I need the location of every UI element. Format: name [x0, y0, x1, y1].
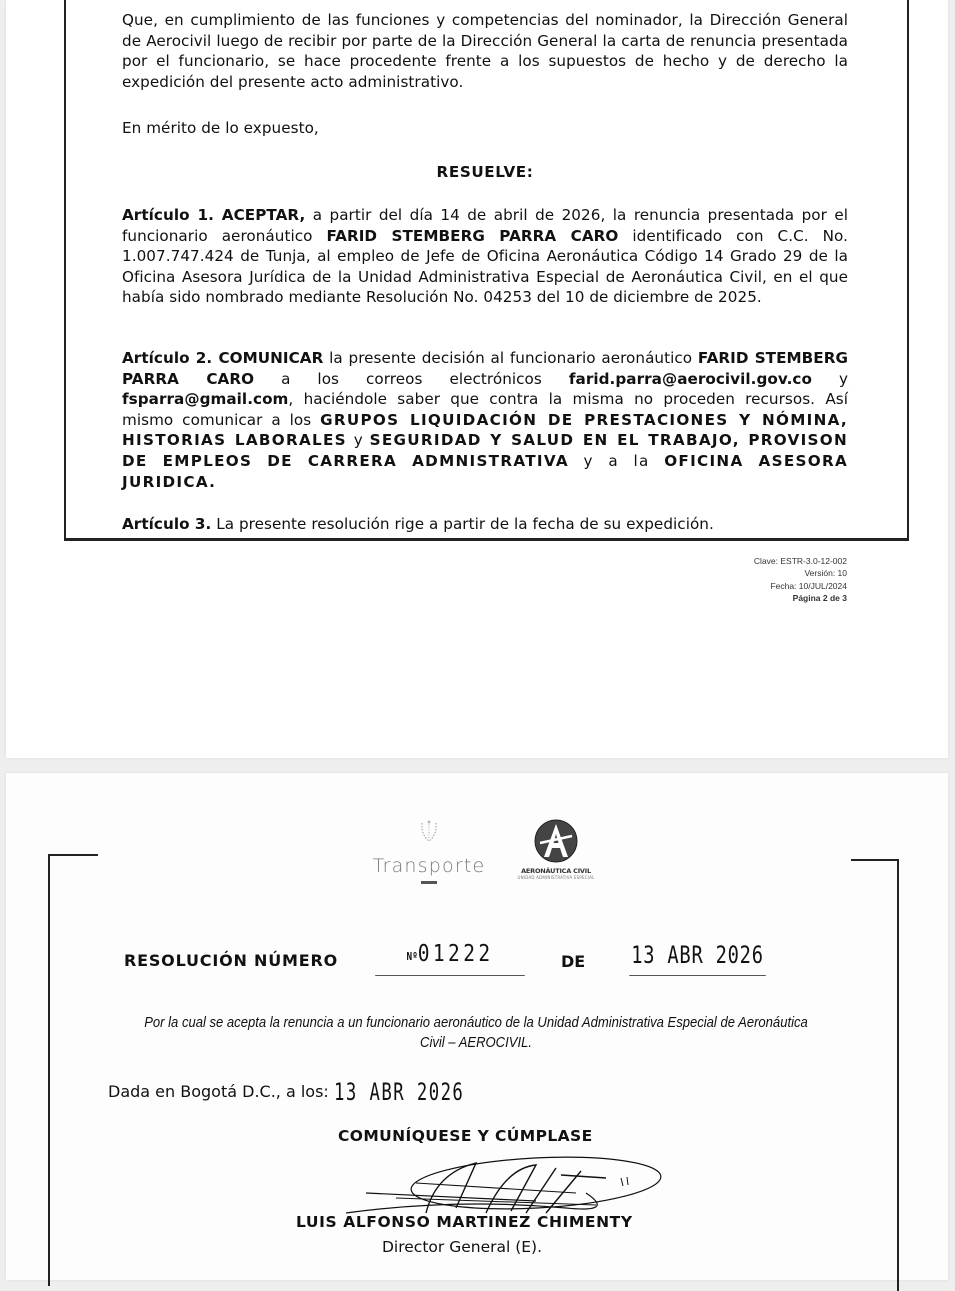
considerando-paragraph: Que, en cumplimiento de las funciones y competencias del nominador, la Dirección General de Aerocivil luego de recibir por parte de la Dirección General la carta de renuncia presentada por el funcionario, se hace procedente frente a los supuestos de hecho y de derecho la expedición del presente acto administrativo.	[122, 11, 848, 91]
articulo-2	[122, 348, 848, 492]
articulo-3	[122, 514, 848, 535]
articulo-1	[122, 205, 848, 308]
coat-of-arms-icon	[418, 819, 440, 845]
resolution-header	[124, 941, 804, 981]
articulo-2-text: y	[811, 369, 848, 388]
aerocivil-logo	[511, 819, 601, 880]
articulo-2-text: a los correos electrónicos	[254, 369, 569, 388]
resolution-number-field	[375, 941, 525, 976]
number-prefix: Nº	[406, 950, 418, 963]
aerocivil-a-emblem-icon	[534, 819, 578, 863]
articulo-1-text: a partir del día 14 de abril de 2026, la renuncia presentada por el funcionario aeronáutico	[122, 206, 848, 245]
articulo-3-heading: Artículo 3.	[122, 515, 212, 533]
issued-label: Dada en Bogotá D.C., a los:	[108, 1082, 329, 1101]
issued-date-stamp: 13 ABR 2026	[333, 1078, 465, 1106]
comuniquese-heading: COMUNÍQUESE Y CÚMPLASE	[338, 1127, 593, 1145]
articulo-1-heading: Artículo 1. ACEPTAR,	[122, 206, 306, 224]
document-page-3	[6, 773, 948, 1280]
header-logos	[356, 819, 616, 899]
articulo-2-heading: Artículo 2. COMUNICAR	[122, 349, 324, 367]
page-number: Página 2 de 3	[792, 593, 847, 604]
resolution-subject: Por la cual se acepta la renuncia a un funcionario aeronáutico de la Unidad Administrativa Especial de Aeronáutica Civil – AEROCIVIL.	[144, 1015, 808, 1051]
frame-corner-top-left	[48, 854, 98, 1286]
resuelve-heading: RESUELVE:	[436, 163, 534, 181]
document-control-footer	[754, 555, 847, 605]
transporte-tag	[421, 881, 437, 884]
articulo-2-text: , haciéndole saber que contra la misma no proceden recursos. Así mismo comunicar a los	[122, 390, 848, 429]
articulo-3-text: La presente resolución rige a partir de la fecha de su expedición.	[211, 515, 714, 533]
resolution-number: 01222	[417, 941, 494, 967]
official-name: FARID STEMBERG PARRA CARO	[122, 349, 848, 388]
groups-list-2: SEGURIDAD Y SALUD EN EL TRABAJO, PROVISON DE EMPLEOS DE CARRERA ADMNISTRATIVA	[122, 431, 849, 470]
clave-code: Clave: ESTR-3.0-12-002	[753, 556, 847, 566]
frame-corner-top-right	[851, 859, 899, 1291]
version-label: Versión: 10	[804, 568, 847, 579]
articulo-2-text: y a la	[568, 451, 665, 470]
resolution-number-label: RESOLUCIÓN NÚMERO	[124, 951, 339, 970]
articulo-1-text: identificado con C.C. No. 1.007.747.424 de Tunja, al empleo de Jefe de Oficina Aeronáutica Código 14 Grado 29 de la Oficina Asesora Jurídica de la Unidad Administrativa Especial de Aeronáutica Civil, en el que había sido nombrado mediante Resolución No. 04253 del 10 de diciembre de 2025.	[122, 226, 848, 307]
transporte-wordmark: Transporte	[372, 855, 486, 877]
email-institutional[interactable]: farid.parra@aerocivil.gov.co	[568, 369, 812, 388]
office-name: OFICINA ASESORA JURIDICA.	[122, 451, 848, 491]
transporte-logo	[364, 819, 494, 884]
articulo-2-text: la presente decisión al funcionario aeronáutico	[323, 349, 698, 367]
groups-list-1: GRUPOS LIQUIDACIÓN DE PRESTACIONES Y NÓMINA, HISTORIAS LABORALES	[122, 410, 849, 450]
de-label: DE	[561, 952, 586, 971]
resolution-date-stamp: 13 ABR 2026	[629, 941, 766, 976]
articulo-2-text: y	[346, 431, 370, 450]
official-name: FARID STEMBERG PARRA CARO	[326, 226, 619, 245]
signer-name: LUIS ALFONSO MARTINEZ CHIMENTY	[296, 1213, 633, 1231]
aerocivil-wordmark: AERONÁUTICA CIVIL	[521, 867, 591, 875]
fecha-label: Fecha: 10/JUL/2024	[770, 580, 847, 591]
issued-place-date	[108, 1078, 515, 1106]
merito-paragraph: En mérito de lo expuesto,	[122, 119, 319, 137]
signer-role: Director General (E).	[382, 1238, 543, 1256]
email-personal[interactable]: fsparra@gmail.com	[122, 390, 289, 409]
document-page-2	[6, 0, 948, 758]
aerocivil-subtitle: UNIDAD ADMINISTRATIVA ESPECIAL	[517, 875, 595, 880]
